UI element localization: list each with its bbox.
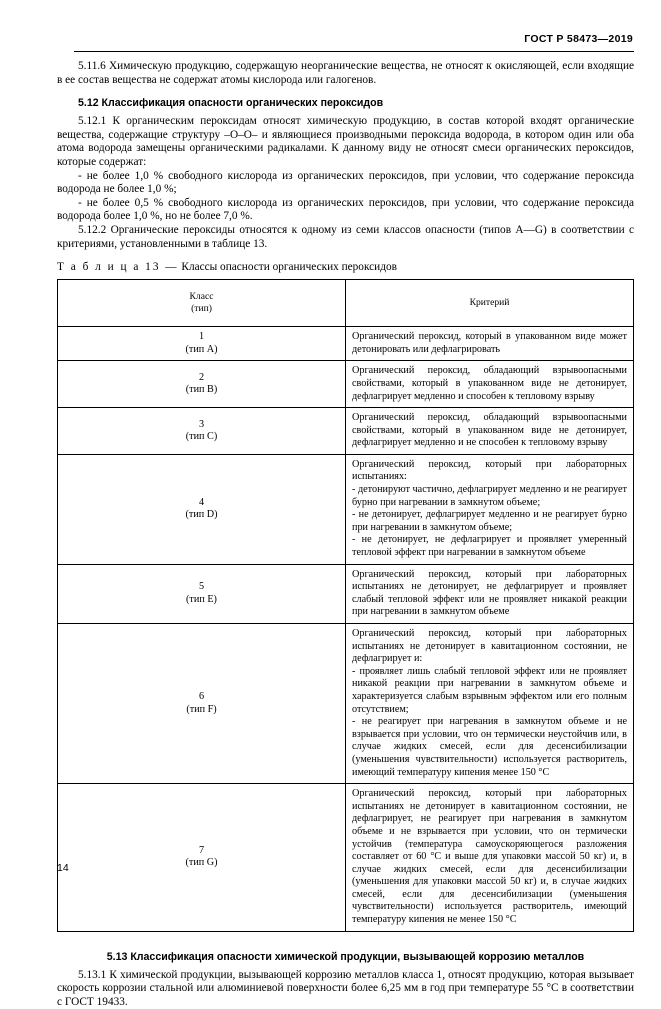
cell-class [58,564,346,623]
column-header-criterion: Критерий [346,280,634,327]
cell-class [58,784,346,932]
criterion-line: Органический пероксид, обладающий взрывоопасными свойствами, который в упакованном виде не детонирует, дефлагрирует медленно и не способен к тепловому взрыву [352,412,627,449]
table-caption-label: Т а б л и ц а 13 — [57,261,179,274]
table-caption-title: Классы опасности органических пероксидов [181,261,397,274]
table-row [58,408,634,455]
table-row [58,784,634,932]
class-type: (тип F) [186,703,217,715]
class-number: 6 [198,691,205,703]
paragraph-dash-2: - не более 0,5 % свободного кислорода из органических пероксидов, при условии, что содержание пероксида водорода более 1,0 %, но не более 7,0 %. [57,196,634,223]
page-content [57,60,634,1009]
column-header-class [58,280,346,327]
table-row [58,564,634,623]
criterion-line: - не детонирует, дефлагрирует медленно и не реагирует бурно при нагревании в замкнутом объеме; [352,509,627,533]
criterion-line: Органический пероксид, который при лабораторных испытаниях: [352,458,627,483]
page-number: 14 [57,862,69,874]
spacer [57,251,634,260]
cell-criterion [346,624,634,784]
class-number: 2 [198,371,205,383]
class-number: 4 [198,496,205,508]
paragraph-5-12-1: 5.12.1 К органическим пероксидам относят химическую продукцию, в состав которой входят органические вещества, содержащие структуру –О–О– и являющиеся производными пероксида водорода, в котором один или оба атома водорода замещены органическими радикалами. К данному виду не относят смеси органических пероксидов, которые содержат: [57,115,634,168]
criterion-line: Органический пероксид, который при лабораторных испытаниях не детонирует в кавитационном состоянии, не дефлагрирует, не реагирует при нагревания в замкнутом объеме и не взрывается при условии, что он термически устойчив (температура самоускоряющегося разложения составляет от 60 °С и выше для упаковки массой 50 кг) и, в случае жидких смесей, если для десенсибилизации (уменьшения для упаковки массой 50 кг) и, в случае жидких смесей, если для десенсибилизации (уменьшения чувствительности) используется растворитель, имеющий температуру кипения не менее 150 °С [352,788,627,926]
page-header-standard-number: ГОСТ Р 58473—2019 [524,33,633,45]
column-header-class-line1: Класс [189,290,214,302]
class-number: 7 [198,844,205,856]
criterion-line: - проявляет лишь слабый тепловой эффект или не проявляет никакой реакции при нагревании в замкнутом объеме и характеризуется слабым взрывным эффектом или его полным отсутствием; [352,665,627,715]
cell-class [58,624,346,784]
spacer [57,932,634,941]
class-number: 3 [198,418,205,430]
paragraph-5-12-2: 5.12.2 Органические пероксиды относятся к одному из семи классов опасности (типов А—G) в соответствии с критериями, установленными в таблице 13. [57,223,634,250]
criterion-line: - не реагирует при нагревания в замкнутом объеме и не взрывается при условии, что он термически неустойчив или, в случае жидких смесей, если для десенсибилизации (уменьшения чувствительности) используется растворитель, имеющий температуру кипения менее 150 °С [352,716,627,778]
header-divider [74,51,634,52]
class-type: (тип A) [185,343,218,355]
cell-criterion [346,327,634,361]
paragraph-dash-1: - не более 1,0 % свободного кислорода из органических пероксидов, при условии, что содержание пероксида водорода не более 1,0 %; [57,169,634,196]
heading-5-12: 5.12 Классификация опасности органических пероксидов [78,97,384,110]
class-number: 1 [198,331,205,343]
cell-criterion [346,361,634,408]
class-type: (тип G) [185,857,218,869]
spacer [57,87,634,96]
criterion-line: Органический пероксид, который при лабораторных испытаниях не детонирует, не дефлагрирует и проявляет слабый тепловой эффект или не проявляет никакой реакции при нагревании в замкнутом объеме [352,568,627,618]
class-type: (тип B) [185,384,218,396]
spacer [57,941,634,950]
cell-criterion [346,564,634,623]
class-type: (тип E) [186,593,217,605]
table-header-row [58,280,634,327]
cell-criterion [346,784,634,932]
cell-class [58,327,346,361]
criterion-line: - не детонирует, не дефлагрирует и проявляет умеренный тепловой эффект при нагревании в замкнутом объеме [352,534,627,559]
criterion-line: Органический пероксид, обладающий взрывоопасными свойствами, который в упакованном виде не детонирует, дефлагрирует медленно и способен к тепловому взрыву [352,365,627,402]
class-type: (тип D) [185,509,218,521]
paragraph-5-13-1: 5.13.1 К химической продукции, вызывающей коррозию металлов класса 1, относят продукцию, которая вызывает скорость коррозии стальной или алюминиевой поверхности более 6,25 мм в год при температуре 55 °С в соответствии с ГОСТ 19433. [57,968,634,1008]
table-row [58,361,634,408]
class-type: (тип C) [185,430,218,442]
cell-criterion [346,454,634,564]
heading-5-13: 5.13 Классификация опасности химической продукции, вызывающей коррозию металлов [106,950,585,963]
cell-criterion [346,408,634,455]
paragraph-5-11-6: 5.11.6 Химическую продукцию, содержащую неорганические вещества, не относят к окисляющей, если входящие в ее состав вещества не содержат атомы кислорода или галогенов. [57,60,634,86]
table-row [58,624,634,784]
criterion-line: - детонируют частично, дефлагрирует медленно и не реагирует бурно при нагревании в замкнутом объеме; [352,484,627,508]
criterion-line: Органический пероксид, который при лабораторных испытаниях не детонирует в кавитационном состоянии, не дефлагрирует и: [352,628,627,665]
table-13-hazard-classes [57,279,634,932]
criterion-line: Органический пероксид, который в упакованном виде может детонировать или дефлагрировать [352,331,627,355]
cell-class [58,408,346,455]
cell-class [58,454,346,564]
table-caption [57,260,634,274]
class-number: 5 [198,581,205,593]
cell-class [58,361,346,408]
column-header-class-line2: (тип) [191,303,212,315]
table-row [58,454,634,564]
table-row [58,327,634,361]
